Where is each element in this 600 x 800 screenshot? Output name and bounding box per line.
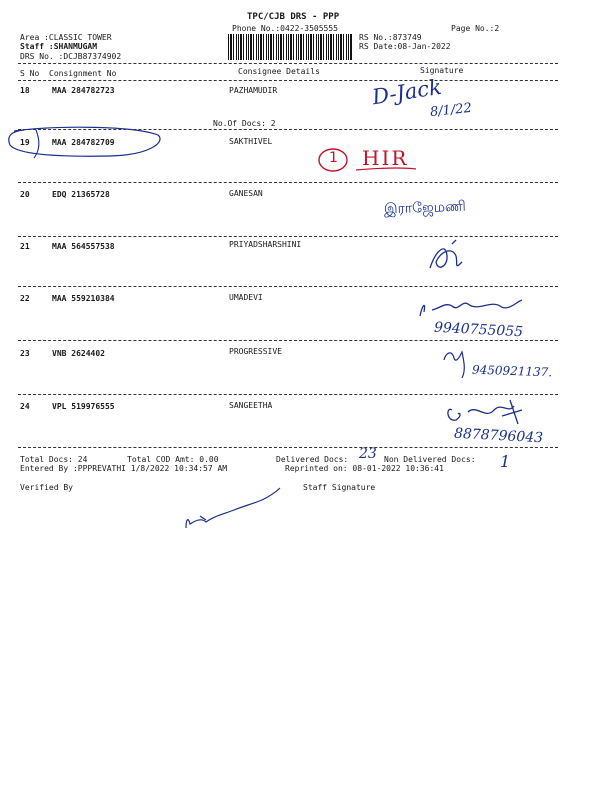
- row-20-name: GANESAN: [229, 189, 263, 198]
- non-delivered-docs: Non Delivered Docs:: [384, 455, 476, 464]
- divider: [18, 286, 558, 287]
- row-19-note-number: 1: [329, 150, 338, 166]
- drs-number: DRS No. :DCJB87374902: [20, 52, 122, 61]
- delivered-count-handwritten: 23: [359, 446, 377, 462]
- total-docs: Total Docs: 24: [20, 455, 88, 464]
- row-18-consignment: MAA 284782723: [52, 86, 115, 95]
- row-21-consignment: MAA 564557538: [52, 242, 115, 251]
- staff-field: Staff :SHANMUGAM: [20, 42, 98, 51]
- row-18-signature: D-Jack: [370, 74, 444, 110]
- total-cod: Total COD Amt: 0.00: [127, 455, 219, 464]
- row-22-name: UMADEVI: [229, 293, 263, 302]
- row-18-sno: 18: [20, 86, 30, 95]
- row-22-sno: 22: [20, 294, 30, 303]
- row-20-consignment: EDQ 21365728: [52, 190, 110, 199]
- row-18-date: 8/1/22: [429, 100, 473, 121]
- row-19-ink-tick: [34, 130, 39, 158]
- row-24-consignment: VPL 519976555: [52, 402, 115, 411]
- row-19-name: SAKTHIVEL: [229, 137, 273, 146]
- row-19-note: HIR: [362, 146, 409, 170]
- row-23-consignment: VNB 2624402: [52, 349, 105, 358]
- row-24-name: SANGEETHA: [229, 401, 273, 410]
- entered-by: Entered By :PPPREVATHI 1/8/2022 10:34:57 AM: [20, 464, 228, 473]
- row-18-doc-count: No.Of Docs: 2: [213, 119, 276, 128]
- row-22-signature: [420, 300, 522, 316]
- row-23-phone: 9450921137.: [471, 362, 553, 380]
- row-22-phone: 9940755055: [433, 319, 524, 341]
- row-23-signature: [444, 352, 464, 378]
- row-20-signature: இராஜேமணி: [383, 198, 467, 218]
- divider: [18, 63, 558, 64]
- non-delivered-count-handwritten: 1: [500, 452, 511, 471]
- divider: [18, 182, 558, 183]
- col-signature: Signature: [420, 66, 464, 75]
- verified-by: Verified By: [20, 483, 73, 492]
- rs-date: RS Date:08-Jan-2022: [359, 42, 451, 51]
- divider: [18, 80, 558, 81]
- row-23-sno: 23: [20, 349, 30, 358]
- col-sno: S No: [20, 69, 40, 78]
- row-24-signature: [448, 400, 522, 424]
- delivered-docs: Delivered Docs:: [276, 455, 349, 464]
- area-field: Area :CLASSIC TOWER: [20, 33, 112, 42]
- row-19-consignment: MAA 284782709: [52, 138, 115, 147]
- verified-by-signature: [186, 488, 280, 528]
- divider: [18, 394, 558, 395]
- row-22-consignment: MAA 559210384: [52, 294, 115, 303]
- divider: [18, 340, 558, 341]
- divider: [18, 129, 558, 130]
- row-18-name: PAZHAMUDIR: [229, 86, 278, 95]
- divider: [18, 447, 558, 448]
- row-21-sno: 21: [20, 242, 30, 251]
- row-20-sno: 20: [20, 190, 30, 199]
- divider: [18, 236, 558, 237]
- staff-signature-label: Staff Signature: [303, 483, 376, 492]
- reprinted-on: Reprinted on: 08-01-2022 10:36:41: [285, 464, 444, 473]
- barcode: [228, 34, 353, 60]
- row-21-signature: [430, 240, 462, 268]
- row-24-phone: 8878796043: [453, 425, 544, 447]
- row-23-name: PROGRESSIVE: [229, 347, 282, 356]
- col-consignee: Consignee Details: [238, 67, 320, 76]
- col-consignment: Consignment No: [49, 69, 117, 78]
- page-number: Page No.:2: [451, 24, 500, 33]
- row-24-sno: 24: [20, 402, 30, 411]
- rs-number: RS No.:873749: [359, 33, 422, 42]
- phone-number: Phone No.:0422-3505555: [232, 24, 338, 33]
- row-21-name: PRIYADSHARSHINI: [229, 240, 302, 249]
- row-19-sno: 19: [20, 138, 30, 147]
- document-title: TPC/CJB DRS - PPP: [247, 12, 340, 22]
